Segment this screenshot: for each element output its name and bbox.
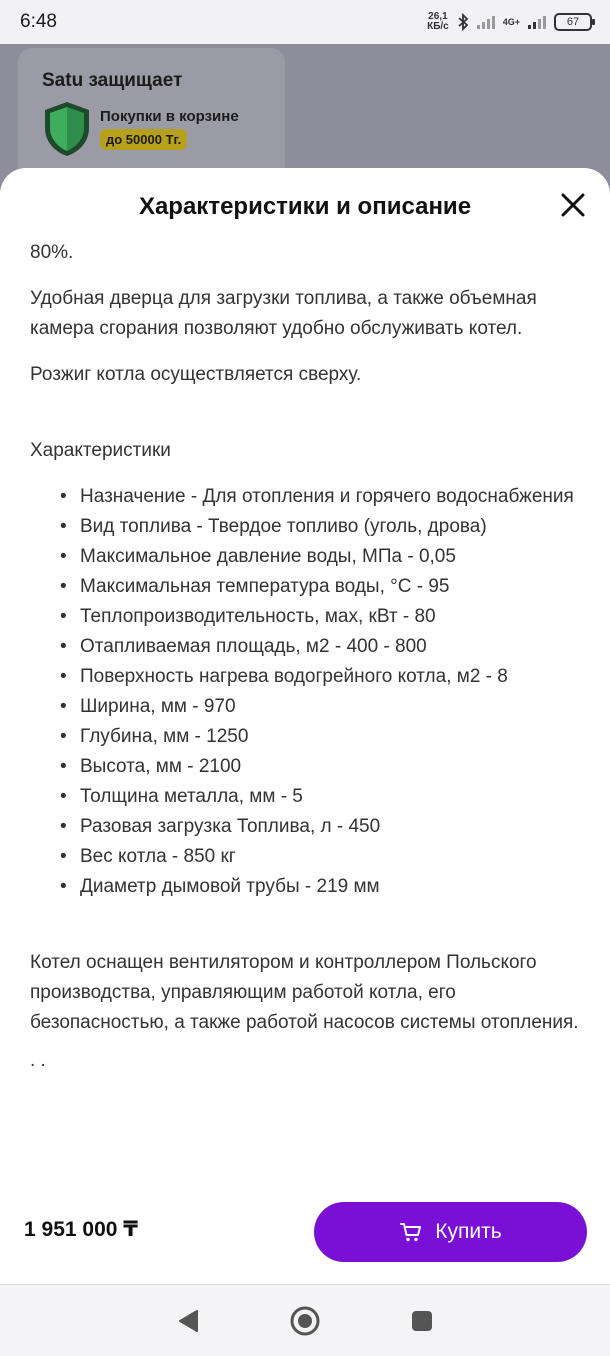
spec-item: • Разовая загрузка Топлива, л - 450 [60,812,585,842]
description-paragraph-2: Розжиг котла осуществляется сверху. [30,364,362,385]
net-speed [427,12,449,32]
spec-list [30,482,585,902]
spec-item: • Вес котла - 850 кг [60,842,585,872]
purchase-footer [0,1184,610,1284]
spec-item: • Максимальная температура воды, °C - 95 [60,572,585,602]
system-nav-bar [0,1284,610,1356]
net-speed-unit: КБ/с [427,21,449,32]
bullet: • [60,576,67,597]
background-page [0,44,610,184]
spec-item: • Диаметр дымовой трубы - 219 мм [60,872,585,902]
bullet: • [60,666,67,687]
spec-item: • Глубина, мм - 1250 [60,722,585,752]
bullet: • [60,696,67,717]
home-circle-icon [289,1305,321,1337]
buy-button[interactable] [314,1202,587,1262]
bullet: • [60,876,67,897]
signal-bars-1-icon [477,15,495,29]
back-triangle-icon [177,1309,199,1333]
promo-card[interactable] [18,48,285,188]
recents-square-icon [410,1309,434,1333]
battery-level: 67 [566,16,580,28]
status-time: 6:48 [20,11,57,32]
trailing-fragment: . . [30,1050,46,1071]
description-paragraph-3: Котел оснащен вентилятором и контроллером Польского производства, управляющим работой котла, его безопасностью, а также работой насосов системы отопления. [30,952,579,1033]
sheet-title: Характеристики и описание [138,193,472,220]
status-bar [0,0,610,44]
promo-text: Покупки в корзине [100,108,239,125]
shield-icon [42,100,92,158]
intro-fragment: 80%. [30,242,74,263]
sheet-header [0,168,610,242]
buy-button-label: Купить [435,1220,502,1243]
cart-icon [399,1220,423,1244]
characteristics-sheet [0,168,610,1284]
description-content[interactable] [30,238,585,1180]
network-type: 4G+ [502,17,520,27]
bullet: • [60,606,67,627]
status-icons [427,12,592,32]
spec-item: • Толщина металла, мм - 5 [60,782,585,812]
bullet: • [60,816,67,837]
battery-icon [554,13,592,31]
spec-item: • Ширина, мм - 970 [60,692,585,722]
nav-back-button[interactable] [168,1301,208,1341]
close-icon[interactable] [558,190,588,220]
description-paragraph-1: Удобная дверца для загрузки топлива, а также объемная камера сгорания позволяют удобно обслуживать котел. [30,288,537,339]
signal-bars-2-icon [528,15,546,29]
net-speed-value: 26,1 [428,11,448,22]
bullet: • [60,486,67,507]
bullet: • [60,786,67,807]
promo-badge: до 50000 Тг. [100,129,187,150]
spec-item: • Вид топлива - Твердое топливо (уголь, дрова) [60,512,585,542]
promo-title: Satu защищает [42,70,183,91]
bullet: • [60,546,67,567]
spec-item: • Максимальное давление воды, МПа - 0,05 [60,542,585,572]
bullet: • [60,726,67,747]
nav-home-button[interactable] [285,1301,325,1341]
bullet: • [60,636,67,657]
specs-heading: Характеристики [30,440,171,461]
spec-item: • Теплопроизводительность, мах, кВт - 80 [60,602,585,632]
nav-recents-button[interactable] [402,1301,442,1341]
spec-item: • Отапливаемая площадь, м2 - 400 - 800 [60,632,585,662]
price: 1 951 000 ₸ [24,1218,138,1241]
bluetooth-icon [457,13,469,31]
spec-item: • Назначение - Для отопления и горячего водоснабжения [60,482,585,512]
spec-item: • Поверхность нагрева водогрейного котла, м2 - 8 [60,662,585,692]
bullet: • [60,756,67,777]
bullet: • [60,516,67,537]
spec-item: • Высота, мм - 2100 [60,752,585,782]
bullet: • [60,846,67,867]
